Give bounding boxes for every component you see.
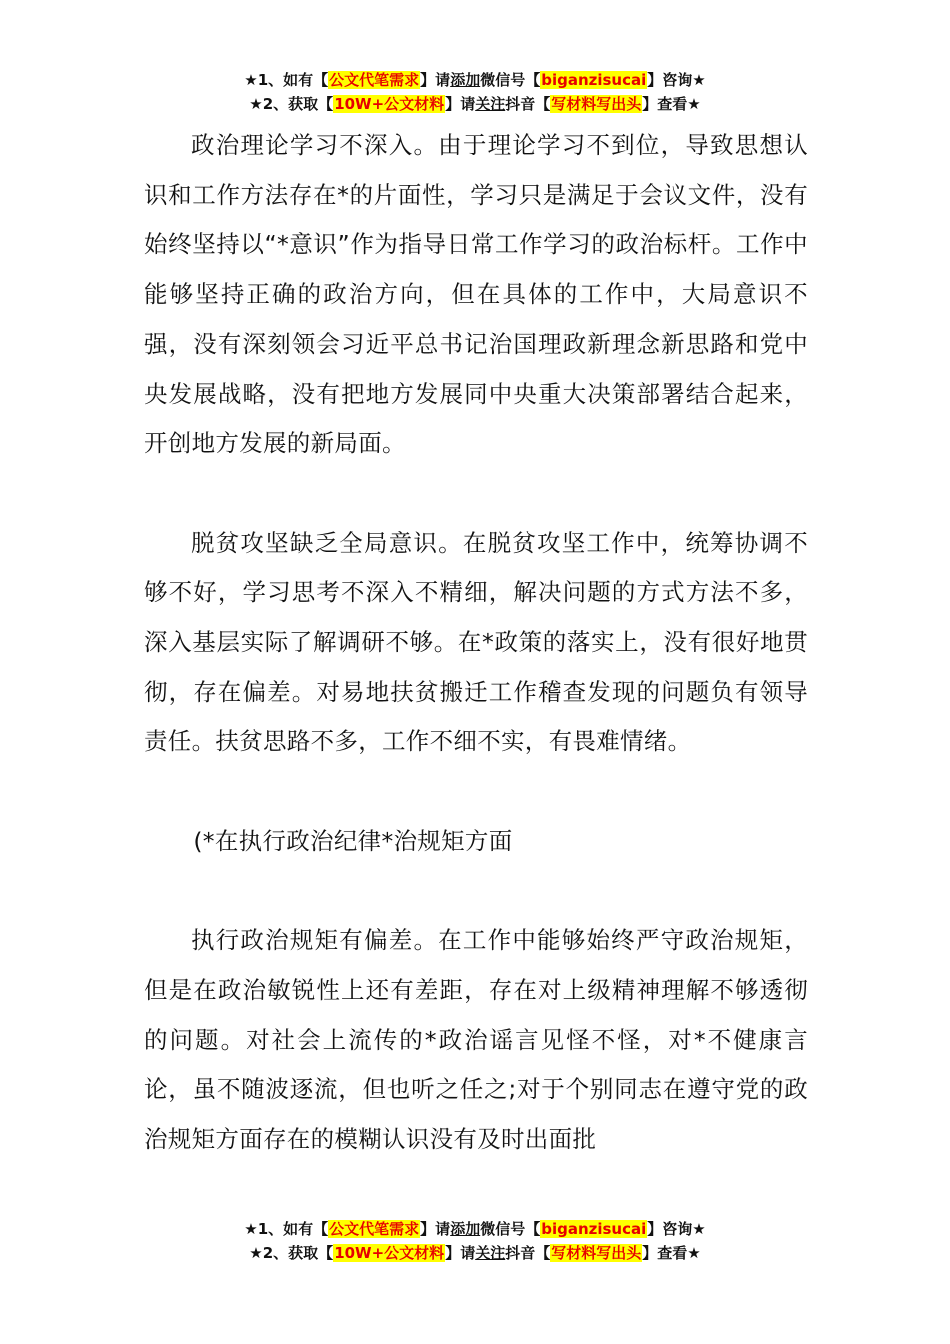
banner-line-2: ★2、获取【10W+公文材料】请关注抖音【写材料写出头】查看★ [249,1244,701,1262]
highlight-service: 公文代笔需求 [329,1220,420,1238]
highlight-materials: 10W+公文材料 [334,1244,445,1262]
highlight-douyin-id: 写材料写出头 [551,95,642,113]
header-banner [0,68,950,116]
banner-line-2: ★2、获取【10W+公文材料】请关注抖音【写材料写出头】查看★ [249,95,701,113]
paragraph-poverty-alleviation: 脱贫攻坚缺乏全局意识。在脱贫攻坚工作中，统筹协调不够不好，学习思考不深入不精细，解决问题的方式方法不多，深入基层实际了解调研不够。在*政策的落实上，没有很好地贯彻，存在偏差。对易地扶贫搬迁工作稽查发现的问题负有领导责任。扶贫思路不多，工作不细不实，有畏难情绪。 [144,528,808,756]
section-heading: (*在执行政治纪律*治规矩方面 [193,826,513,855]
highlight-wechat-id: biganzisucai [541,71,647,89]
footer-banner [0,1217,950,1265]
paragraph-gap [144,867,808,917]
highlight-douyin-id: 写材料写出头 [551,1244,642,1262]
banner-line-1: ★1、如有【公文代笔需求】请添加微信号【biganzisucai】咨询★ [244,71,706,89]
highlight-service: 公文代笔需求 [329,71,420,89]
paragraph-gap [144,767,808,817]
banner-line-1: ★1、如有【公文代笔需求】请添加微信号【biganzisucai】咨询★ [244,1220,706,1238]
document-body [144,121,808,1165]
highlight-wechat-id: biganzisucai [541,1220,647,1238]
paragraph-political-theory: 政治理论学习不深入。由于理论学习不到位，导致思想认识和工作方法存在*的片面性，学习只是满足于会议文件，没有始终坚持以“*意识”作为指导日常工作学习的政治标杆。工作中能够坚持正确的政治方向，但在具体的工作中，大局意识不强，没有深刻领会习近平总书记治国理政新理念新思路和党中央发展战略，没有把地方发展同中央重大决策部署结合起来，开创地方发展的新局面。 [144,131,808,458]
highlight-materials: 10W+公文材料 [334,95,445,113]
paragraph-gap [144,469,808,519]
paragraph-political-rules: 执行政治规矩有偏差。在工作中能够始终严守政治规矩，但是在政治敏锐性上还有差距，存在对上级精神理解不够透彻的问题。对社会上流传的*政治谣言见怪不怪，对*不健康言论，虽不随波逐流，但也听之任之;对于个别同志在遵守党的政治规矩方面存在的模糊认识没有及时出面批 [144,926,808,1154]
